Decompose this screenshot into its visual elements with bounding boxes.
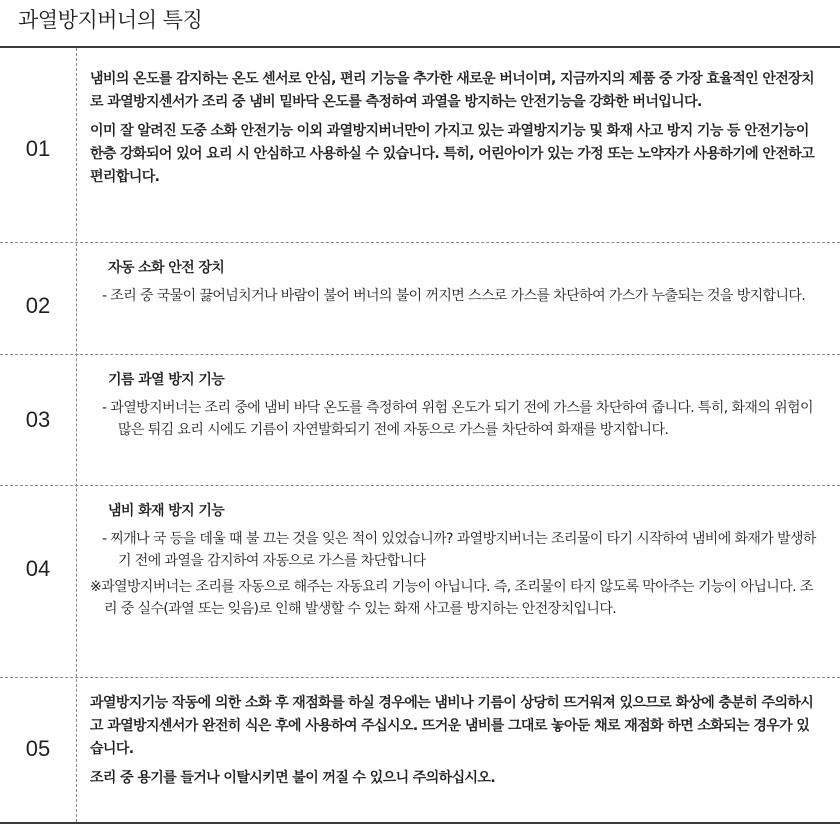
row-content xyxy=(90,369,822,441)
row-content xyxy=(90,257,822,307)
row-number: 02 xyxy=(25,293,51,318)
row-content xyxy=(90,500,822,620)
page-title: 과열방지버너의 특징 xyxy=(18,8,203,32)
section-heading: 자동 소화 안전 장치 xyxy=(108,260,225,276)
section-heading: 기름 과열 방지 기능 xyxy=(108,372,225,388)
row-number: 04 xyxy=(25,556,51,581)
row-number: 01 xyxy=(25,136,51,161)
row-number: 05 xyxy=(25,736,51,761)
feature-row-01 xyxy=(0,48,840,243)
row-number: 03 xyxy=(25,407,51,432)
note-text: ※과열방지버너는 조리를 자동으로 해주는 자동요리 기능이 아닙니다. 즉, 조리물이 타지 않도록 막아주는 기능이 아닙니다. 조리 중 실수(과열 또는 잊음)로 인해 발생할 수 있는 화재 사고를 방지하는 안전장치입니다. xyxy=(90,579,813,617)
section-heading: 냄비 화재 방지 기능 xyxy=(108,503,225,519)
row-content xyxy=(90,68,822,189)
paragraph: 냄비의 온도를 감지하는 온도 센서로 안심, 편리 기능을 추가한 새로운 버너이며, 지금까지의 제품 중 가장 효율적인 안전장치로 과열방지센서가 조리 중 냄비 밑바닥 온도를 측정하여 과열을 방지하는 안전기능을 강화한 버너입니다. xyxy=(90,71,815,110)
feature-row-03 xyxy=(0,355,840,486)
list-item: - 조리 중 국물이 끓어넘치거나 바람이 불어 버너의 불이 꺼지면 스스로 가스를 차단하여 가스가 누출되는 것을 방지합니다. xyxy=(102,288,806,304)
paragraph: 과열방지기능 작동에 의한 소화 후 재점화를 하실 경우에는 냄비나 기름이 상당히 뜨거워져 있으므로 화상에 충분히 주의하시고 과열방지센서가 완전히 식은 후에 사용하여 주십시오. 뜨거운 냄비를 그대로 놓아둔 채로 재점화 하면 소화되는 경우가 있습니다. xyxy=(90,695,814,757)
list-item: - 찌개나 국 등을 데울 때 불 끄는 것을 잊은 적이 있었습니까? 과열방지버너는 조리물이 타기 시작하여 냄비에 화재가 발생하기 전에 과열을 감지하여 자동으로 가스를 차단합니다 xyxy=(102,531,816,569)
list-item: - 과열방지버너는 조리 중에 냄비 바닥 온도를 측정하여 위험 온도가 되기 전에 가스를 차단하여 줍니다. 특히, 화재의 위험이 많은 튀김 요리 시에도 기름이 자연발화되기 전에 자동으로 가스를 차단하여 화재를 방지합니다. xyxy=(102,400,813,438)
row-content xyxy=(90,692,822,790)
bottom-rule xyxy=(0,822,840,824)
feature-row-04 xyxy=(0,486,840,678)
paragraph: 조리 중 용기를 들거나 이탈시키면 불이 꺼질 수 있으니 주의하십시오. xyxy=(90,770,496,786)
paragraph: 이미 잘 알려진 도중 소화 안전기능 이외 과열방지버너만이 가지고 있는 과열방지기능 및 화재 사고 방지 기능 등 안전기능이 한층 강화되어 있어 요리 시 안심하고 사용하실 수 있습니다. 특히, 어린아이가 있는 가정 또는 노약자가 사용하기에 안전하고 편리합니다. xyxy=(90,123,815,185)
feature-row-02 xyxy=(0,243,840,355)
feature-row-05 xyxy=(0,678,840,822)
